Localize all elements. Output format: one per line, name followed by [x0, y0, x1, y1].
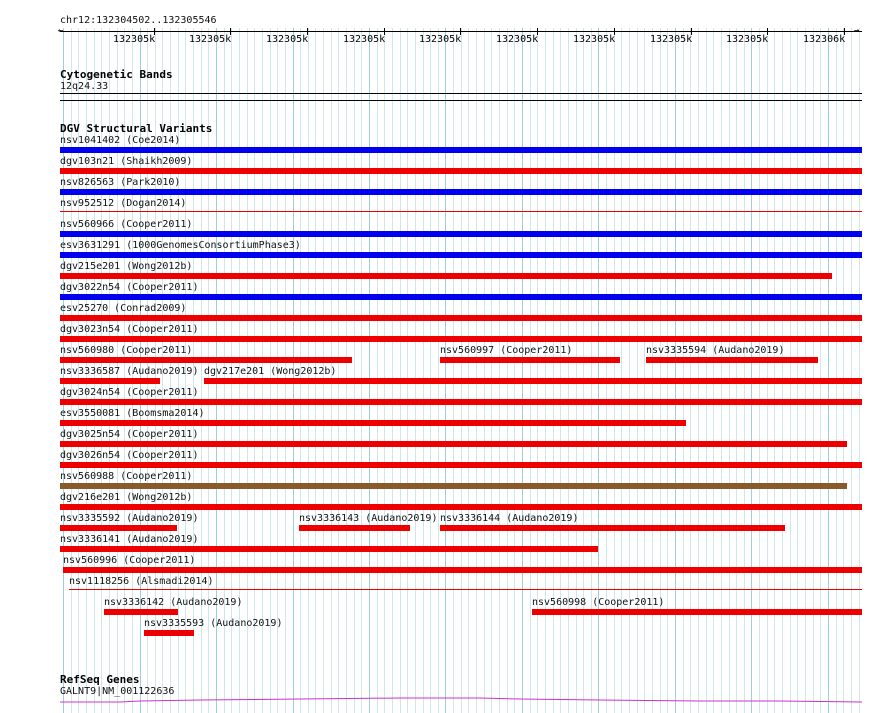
structural-variant-bar[interactable] [60, 147, 862, 153]
ruler-tick-label: 132305k [189, 34, 232, 45]
feature-label: nsv560998 (Cooper2011) [532, 597, 665, 608]
feature-label: nsv826563 (Park2010) [60, 177, 181, 188]
structural-variant-bar[interactable] [299, 525, 410, 531]
structural-variant-bar[interactable] [104, 609, 178, 615]
structural-variant-bar[interactable] [532, 609, 862, 615]
feature-label: nsv560980 (Cooper2011) [60, 345, 193, 356]
grid-line [514, 28, 515, 713]
structural-variant-bar[interactable] [440, 357, 620, 363]
feature-label: esv3550081 (Boomsma2014) [60, 408, 205, 419]
structural-variant-bar[interactable] [60, 357, 352, 363]
ruler-tick-label: 132305k [266, 34, 309, 45]
feature-label: nsv1118256 (Alsmadi2014) [69, 576, 214, 587]
feature-label: nsv3336144 (Audano2019) [440, 513, 579, 524]
feature-label: dgv3024n54 (Cooper2011) [60, 387, 199, 398]
grid-line [377, 28, 378, 713]
structural-variant-bar[interactable] [60, 504, 862, 510]
location-label: chr12:132304502..132305546 [60, 15, 217, 26]
structural-variant-bar[interactable] [60, 546, 598, 552]
ruler-tick-label: 132306k [803, 34, 846, 45]
grid-line [415, 28, 416, 713]
grid-line [384, 28, 385, 713]
grid-line [354, 28, 355, 713]
ruler-axis [60, 31, 862, 32]
grid-line [445, 28, 446, 713]
structural-variant-bar[interactable] [60, 211, 862, 212]
ruler-right-arrow[interactable]: → [854, 26, 860, 36]
structural-variant-bar[interactable] [60, 483, 847, 489]
feature-label: esv25270 (Conrad2009) [60, 303, 187, 314]
feature-label: esv3631291 (1000GenomesConsortiumPhase3) [60, 240, 301, 251]
grid-line [491, 28, 492, 713]
feature-label: nsv3336587 (Audano2019) [60, 366, 199, 377]
structural-variant-bar[interactable] [60, 252, 862, 258]
grid-line [461, 28, 462, 713]
grid-line [499, 28, 500, 713]
grid-line [522, 28, 523, 713]
cytoband-track-title[interactable]: Cytogenetic Bands [60, 68, 173, 81]
feature-label: dgv3025n54 (Cooper2011) [60, 429, 199, 440]
grid-line [430, 28, 431, 713]
structural-variant-bar[interactable] [60, 273, 832, 279]
grid-line [346, 28, 347, 713]
feature-label: nsv3336141 (Audano2019) [60, 534, 199, 545]
structural-variant-bar[interactable] [69, 589, 862, 590]
grid-line [361, 28, 362, 713]
grid-line [438, 28, 439, 713]
structural-variant-bar[interactable] [60, 462, 862, 468]
structural-variant-bar[interactable] [60, 231, 862, 237]
ruler-left-arrow[interactable]: ← [58, 26, 64, 36]
grid-line [338, 28, 339, 713]
structural-variant-bar[interactable] [60, 399, 862, 405]
feature-label: dgv216e201 (Wong2012b) [60, 492, 193, 503]
refseq-gene-model[interactable] [0, 690, 890, 713]
ruler-tick-label: 132305k [573, 34, 616, 45]
feature-label: nsv1041402 (Coe2014) [60, 135, 181, 146]
grid-line [484, 28, 485, 713]
grid-line [369, 28, 370, 713]
ruler-tick-label: 132305k [113, 34, 156, 45]
ruler-tick-label: 132305k [419, 34, 462, 45]
grid-line [423, 28, 424, 713]
structural-variant-bar[interactable] [60, 336, 862, 342]
structural-variant-bar[interactable] [63, 567, 862, 573]
feature-label: nsv3335593 (Audano2019) [144, 618, 283, 629]
feature-label: nsv560988 (Cooper2011) [60, 471, 193, 482]
structural-variant-bar[interactable] [60, 420, 686, 426]
structural-variant-bar[interactable] [60, 189, 862, 195]
cytoband-label: 12q24.33 [60, 81, 109, 92]
feature-label: dgv3022n54 (Cooper2011) [60, 282, 199, 293]
feature-label: nsv560997 (Cooper2011) [440, 345, 573, 356]
feature-label: nsv3336142 (Audano2019) [104, 597, 243, 608]
ruler-tick-label: 132305k [650, 34, 693, 45]
structural-variant-bar[interactable] [204, 378, 862, 384]
feature-label: nsv560996 (Cooper2011) [63, 555, 196, 566]
grid-line [530, 28, 531, 713]
feature-label: nsv952512 (Dogan2014) [60, 198, 187, 209]
structural-variant-bar[interactable] [60, 168, 862, 174]
grid-line [476, 28, 477, 713]
feature-label: nsv560966 (Cooper2011) [60, 219, 193, 230]
refseq-track-title[interactable]: RefSeq Genes [60, 673, 140, 686]
track-divider [60, 100, 862, 101]
feature-label: dgv217e201 (Wong2012b) [204, 366, 337, 377]
structural-variant-bar[interactable] [646, 357, 818, 363]
structural-variant-bar[interactable] [60, 378, 160, 384]
feature-label: nsv3335594 (Audano2019) [646, 345, 785, 356]
structural-variant-bar[interactable] [60, 315, 862, 321]
ruler-tick-label: 132305k [496, 34, 539, 45]
feature-label: dgv215e201 (Wong2012b) [60, 261, 193, 272]
feature-label: nsv3336143 (Audano2019) [299, 513, 438, 524]
structural-variant-bar[interactable] [60, 525, 177, 531]
feature-label: dgv3026n54 (Cooper2011) [60, 450, 199, 461]
ruler-tick-label: 132305k [343, 34, 386, 45]
structural-variant-bar[interactable] [144, 630, 194, 636]
refseq-gene-label[interactable]: GALNT9|NM_001122636 [60, 686, 175, 697]
grid-line [507, 28, 508, 713]
grid-line [453, 28, 454, 713]
structural-variant-bar[interactable] [440, 525, 785, 531]
structural-variant-bar[interactable] [60, 294, 862, 300]
grid-line [392, 28, 393, 713]
feature-label: dgv103n21 (Shaikh2009) [60, 156, 193, 167]
dgv-track-title[interactable]: DGV Structural Variants [60, 122, 213, 135]
grid-line [468, 28, 469, 713]
grid-line [400, 28, 401, 713]
structural-variant-bar[interactable] [60, 441, 847, 447]
ruler-tick-label: 132305k [726, 34, 769, 45]
cytoband-bar[interactable] [60, 93, 862, 94]
feature-label: nsv3335592 (Audano2019) [60, 513, 199, 524]
grid-line [407, 28, 408, 713]
feature-label: dgv3023n54 (Cooper2011) [60, 324, 199, 335]
